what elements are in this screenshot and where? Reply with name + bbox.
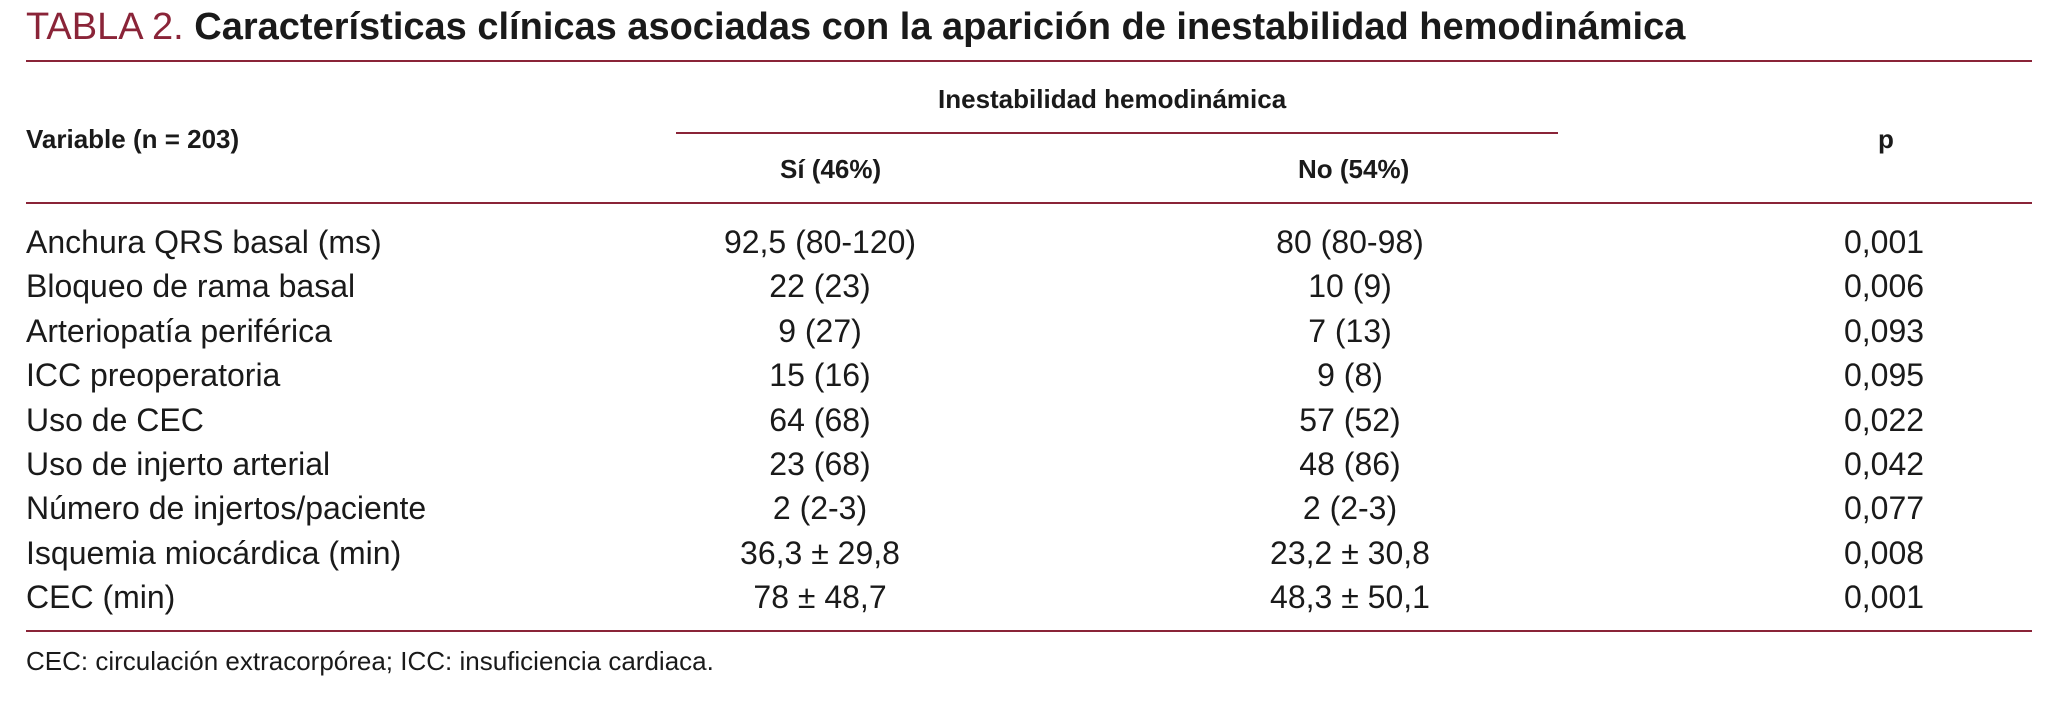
cell-si: 9 (27) <box>778 312 862 349</box>
cell-no: 48,3 ± 50,1 <box>1270 579 1430 616</box>
table-title <box>26 4 1685 50</box>
cell-si: 92,5 (80-120) <box>723 224 917 260</box>
table-row <box>0 309 2058 353</box>
table-row <box>0 442 2058 486</box>
header-rule <box>26 202 2032 204</box>
table-title-text: Características clínicas asociadas con la aparición de inestabilidad hemodinámica <box>194 6 1686 48</box>
cell-no: 23,2 ± 30,8 <box>1270 534 1430 571</box>
table-row <box>0 220 2058 264</box>
cell-p: 0,077 <box>1843 490 1925 527</box>
header-p: p <box>1878 124 1894 154</box>
cell-si: 36,3 ± 29,8 <box>740 534 900 571</box>
table-row <box>0 575 2058 619</box>
cell-no: 7 (13) <box>1308 312 1392 349</box>
cell-no: 10 (9) <box>1308 268 1392 305</box>
header-no: No (54%) <box>1298 154 1410 184</box>
top-rule <box>26 60 2032 62</box>
cell-si: 2 (2-3) <box>772 490 868 527</box>
cell-variable: Anchura QRS basal (ms) <box>26 224 382 260</box>
cell-no: 80 (80-98) <box>1276 224 1424 260</box>
cell-variable: Uso de injerto arterial <box>26 446 331 482</box>
table-row <box>0 264 2058 308</box>
cell-si: 23 (68) <box>769 446 871 482</box>
cell-variable: Número de injertos/paciente <box>26 490 427 527</box>
cell-variable: Uso de CEC <box>26 401 204 438</box>
cell-variable: Arteriopatía periférica <box>26 312 332 349</box>
header-group: Inestabilidad hemodinámica <box>938 84 1287 114</box>
table-label: TABLA 2. <box>26 6 184 48</box>
cell-si: 64 (68) <box>769 401 871 438</box>
cell-p: 0,001 <box>1843 579 1925 616</box>
cell-variable: CEC (min) <box>26 579 176 616</box>
cell-variable: Isquemia miocárdica (min) <box>26 534 402 571</box>
cell-p: 0,001 <box>1843 224 1925 260</box>
cell-p: 0,022 <box>1843 401 1925 438</box>
cell-p: 0,095 <box>1843 357 1925 394</box>
cell-no: 48 (86) <box>1299 446 1401 482</box>
table-footnote: CEC: circulación extracorpórea; ICC: insuficiencia cardiaca. <box>26 646 714 676</box>
table-row <box>0 353 2058 397</box>
cell-si: 15 (16) <box>769 357 871 394</box>
bottom-rule <box>26 630 2032 632</box>
cell-si: 22 (23) <box>769 268 871 305</box>
table-row <box>0 486 2058 530</box>
cell-p: 0,006 <box>1843 268 1925 305</box>
table-row <box>0 531 2058 575</box>
header-variable: Variable (n = 203) <box>26 124 240 154</box>
cell-no: 9 (8) <box>1317 357 1383 394</box>
cell-variable: ICC preoperatoria <box>26 357 281 394</box>
group-rule <box>676 132 1558 134</box>
cell-p: 0,093 <box>1843 312 1925 349</box>
cell-p: 0,008 <box>1843 534 1925 571</box>
header-si: Sí (46%) <box>780 154 882 184</box>
cell-no: 57 (52) <box>1299 401 1401 438</box>
cell-variable: Bloqueo de rama basal <box>26 268 356 305</box>
cell-si: 78 ± 48,7 <box>753 579 887 616</box>
cell-p: 0,042 <box>1843 446 1925 482</box>
table-row <box>0 398 2058 442</box>
cell-no: 2 (2-3) <box>1302 490 1398 527</box>
